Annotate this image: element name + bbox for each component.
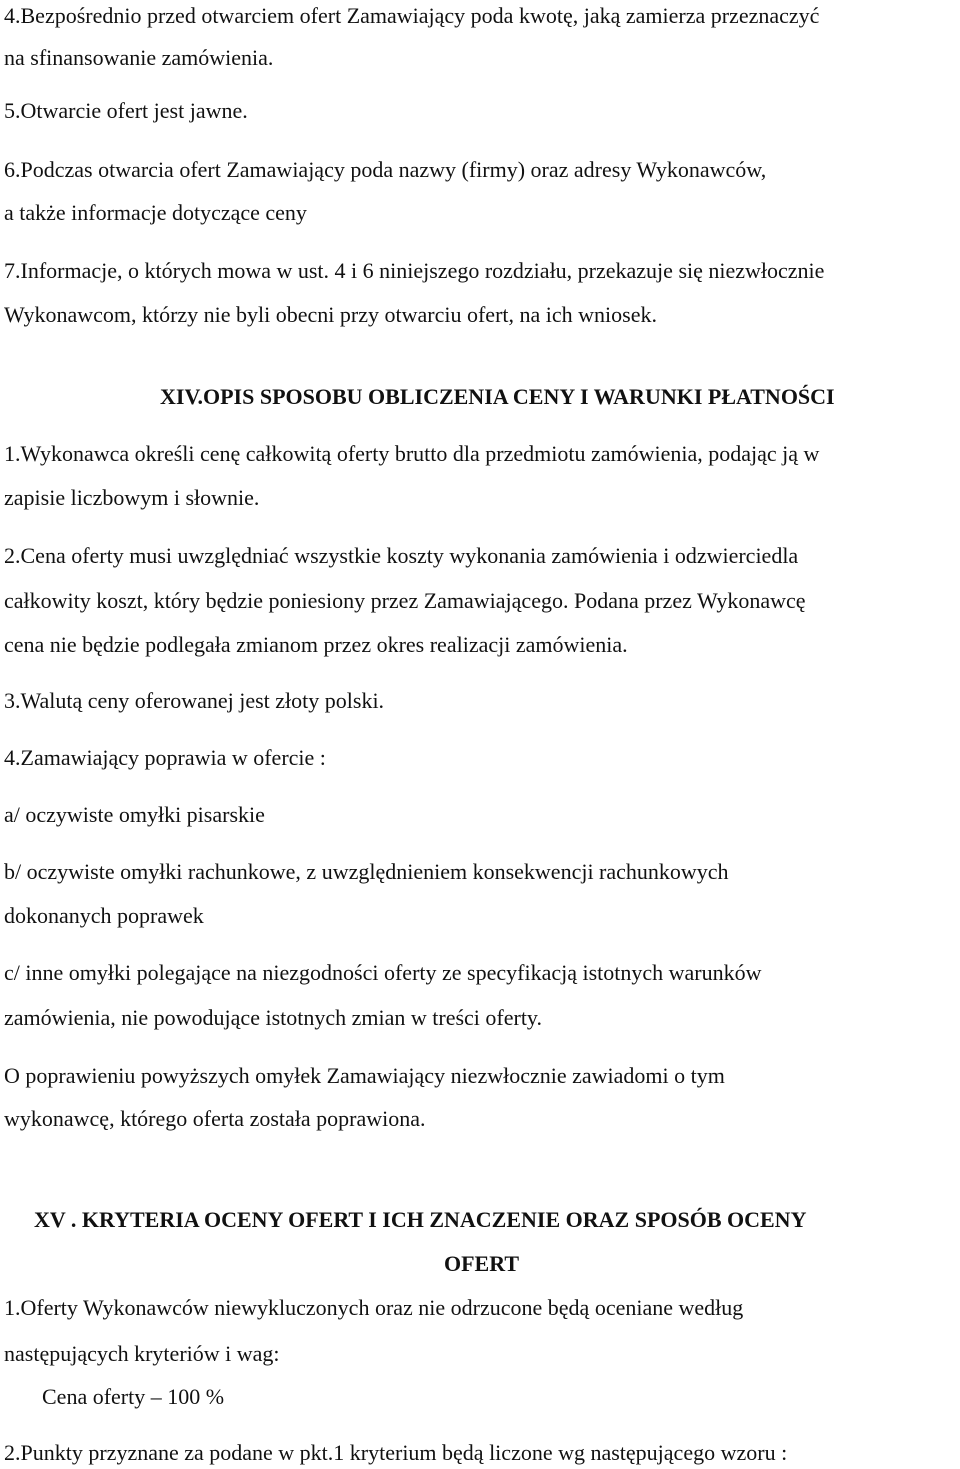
section-xv-heading-line-1: XV . KRYTERIA OCENY OFERT I ICH ZNACZENIE ORAZ SPOSÓB OCENY	[34, 1207, 807, 1232]
xv-paragraph-1-line-1: 1.Oferty Wykonawców niewykluczonych oraz nie odrzucone będą oceniane według	[4, 1295, 744, 1320]
paragraph-4-line-1: 4.Bezpośrednio przed otwarciem ofert Zamawiający poda kwotę, jaką zamierza przeznaczyć	[4, 3, 820, 28]
section-xv-heading-line-2: OFERT	[444, 1251, 520, 1276]
paragraph-6-line-1: 6.Podczas otwarcia ofert Zamawiający poda nazwy (firmy) oraz adresy Wykonawców,	[4, 157, 767, 182]
xiv-paragraph-2-line-1: 2.Cena oferty musi uwzględniać wszystkie koszty wykonania zamówienia i odzwierciedla	[4, 543, 799, 568]
xiv-item-b-line-1: b/ oczywiste omyłki rachunkowe, z uwzględnieniem konsekwencji rachunkowych	[4, 859, 729, 884]
xiv-paragraph-4: 4.Zamawiający poprawia w ofercie :	[4, 745, 326, 770]
xiv-paragraph-1-line-2: zapisie liczbowym i słownie.	[4, 485, 260, 510]
paragraph-7-line-2: Wykonawcom, którzy nie byli obecni przy otwarciu ofert, na ich wniosek.	[4, 302, 657, 327]
section-xiv-heading: XIV.OPIS SPOSOBU OBLICZENIA CENY I WARUNKI PŁATNOŚCI	[160, 384, 835, 409]
paragraph-6-line-2: a także informacje dotyczące ceny	[4, 200, 307, 225]
xiv-paragraph-5-line-2: wykonawcę, którego oferta została poprawiona.	[4, 1106, 426, 1131]
xiv-paragraph-2-line-2: całkowity koszt, który będzie poniesiony przez Zamawiającego. Podana przez Wykonawcę	[4, 588, 806, 613]
xv-paragraph-2: 2.Punkty przyznane za podane w pkt.1 kryterium będą liczone wg następującego wzoru :	[4, 1440, 788, 1465]
paragraph-7-line-1: 7.Informacje, o których mowa w ust. 4 i 6 niniejszego rozdziału, przekazuje się niezwłocznie	[4, 258, 825, 283]
paragraph-4-line-2: na sfinansowanie zamówienia.	[4, 45, 274, 70]
paragraph-5: 5.Otwarcie ofert jest jawne.	[4, 98, 248, 123]
xiv-item-b-line-2: dokonanych poprawek	[4, 903, 204, 928]
xiv-paragraph-5-line-1: O poprawieniu powyższych omyłek Zamawiający niezwłocznie zawiadomi o tym	[4, 1063, 725, 1088]
xiv-item-a: a/ oczywiste omyłki pisarskie	[4, 802, 265, 827]
xiv-paragraph-1-line-1: 1.Wykonawca określi cenę całkowitą oferty brutto dla przedmiotu zamówienia, podając ją w	[4, 441, 820, 466]
xiv-item-c-line-2: zamówienia, nie powodujące istotnych zmian w treści oferty.	[4, 1005, 543, 1030]
xv-criterion-price: Cena oferty – 100 %	[42, 1384, 225, 1409]
xiv-item-c-line-1: c/ inne omyłki polegające na niezgodności oferty ze specyfikacją istotnych warunków	[4, 960, 762, 985]
xiv-paragraph-3: 3.Walutą ceny oferowanej jest złoty polski.	[4, 688, 385, 713]
xv-paragraph-1-line-2: następujących kryteriów i wag:	[4, 1341, 280, 1366]
xiv-paragraph-2-line-3: cena nie będzie podlegała zmianom przez okres realizacji zamówienia.	[4, 632, 628, 657]
